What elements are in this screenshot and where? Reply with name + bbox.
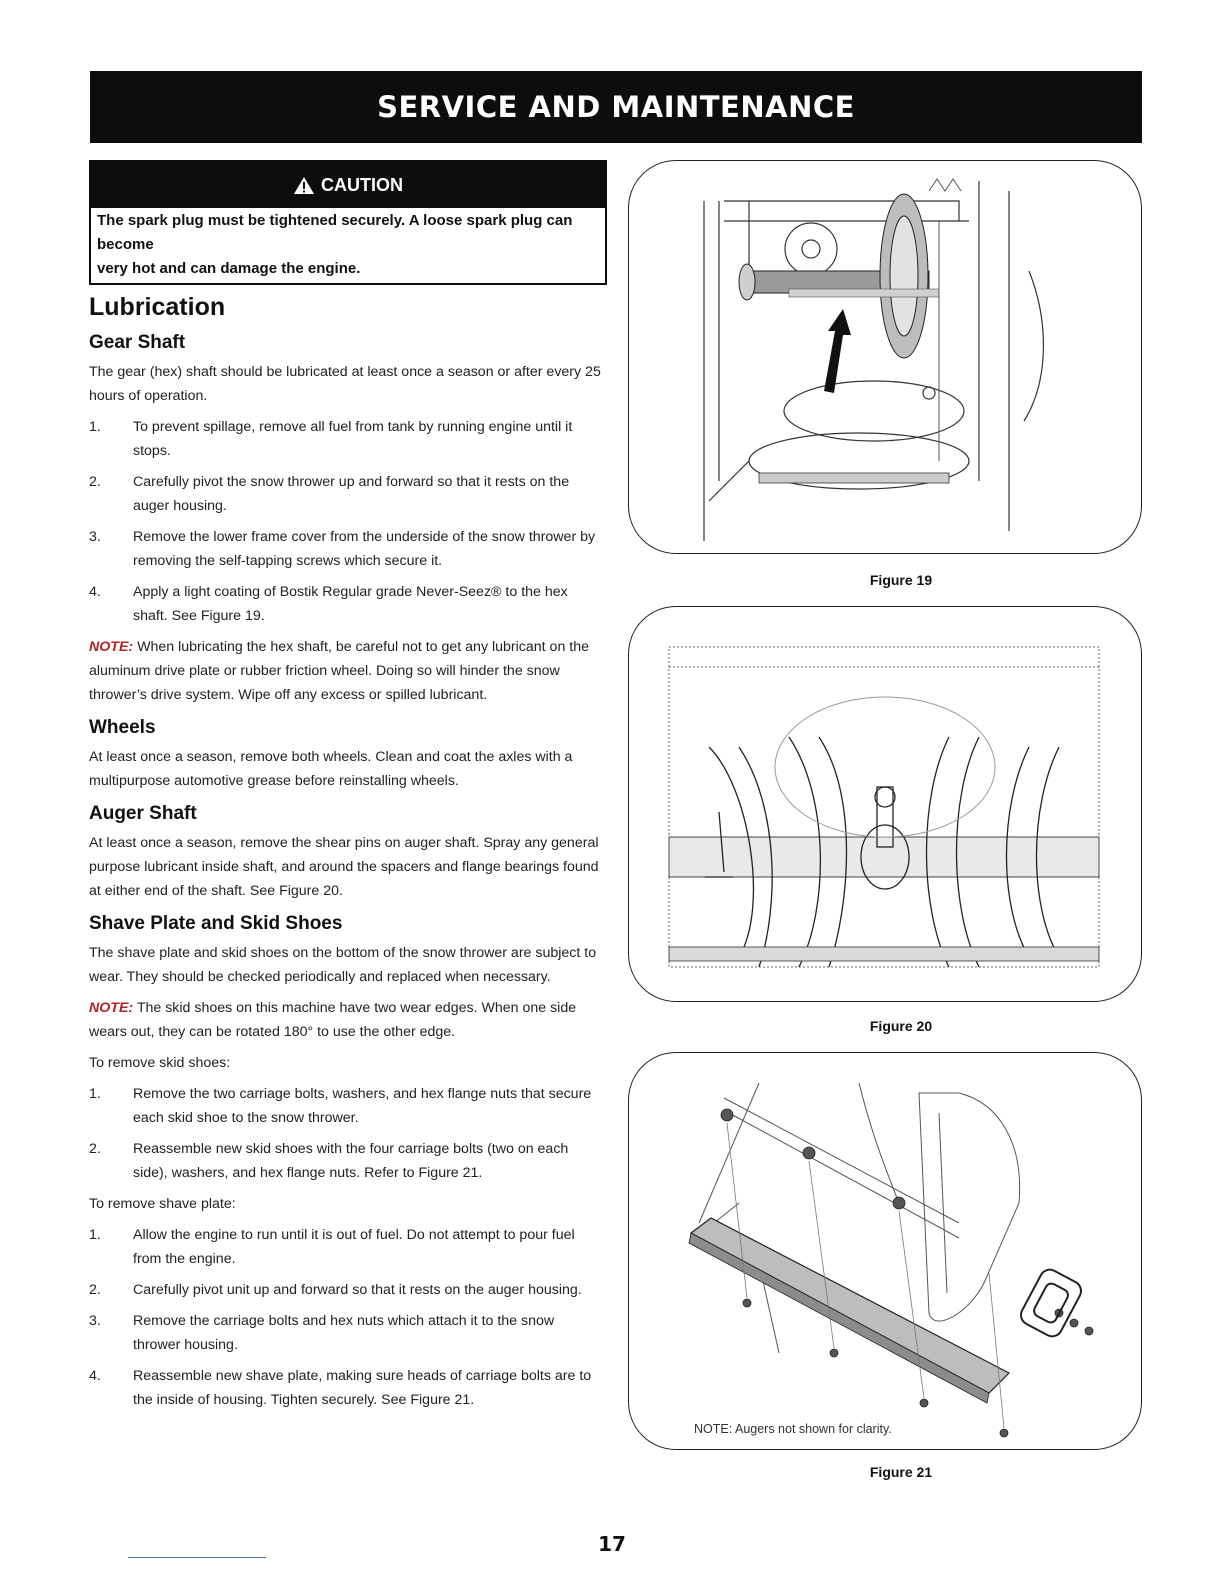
wheels-text: At least once a season, remove both wheels. Clean and coat the axles with a multipurpose automotive grease before reinstalling wheels.	[89, 749, 573, 789]
page-title: SERVICE AND MAINTENANCE	[377, 90, 855, 124]
list-item	[89, 1082, 605, 1130]
figure-19-frame	[628, 160, 1142, 554]
step-text: Apply a light coating of Bostik Regular grade Never-Seez® to the hex shaft. See Figure 19.	[133, 584, 568, 624]
list-item	[89, 580, 605, 628]
step-text: Remove the carriage bolts and hex nuts which attach it to the snow thrower housing.	[133, 1313, 555, 1353]
step-number: 4.	[89, 584, 101, 600]
step-number: 1.	[89, 419, 101, 435]
figure-20-caption: Figure 20	[869, 1018, 933, 1034]
shave-plate-heading: Shave Plate and Skid Shoes	[89, 913, 343, 934]
auger-shaft-illustration	[629, 607, 1141, 1001]
step-text: Carefully pivot the snow thrower up and forward so that it rests on the auger housing.	[133, 474, 570, 514]
step-text: Remove the lower frame cover from the underside of the snow thrower by removing the self-tapping screws which secure it.	[133, 529, 596, 569]
caution-label: CAUTION	[321, 174, 403, 195]
list-item	[89, 415, 605, 463]
skid-shoes-subheading: To remove skid shoes:	[89, 1055, 231, 1071]
figure-19-caption: Figure 19	[869, 572, 933, 588]
list-item	[89, 1364, 605, 1412]
step-text: Reassemble new skid shoes with the four carriage bolts (two on each side), washers, and hex flange nuts. Refer to Figure 21.	[133, 1141, 569, 1181]
figure-20-frame	[628, 606, 1142, 1002]
note-text: When lubricating the hex shaft, be careful not to get any lubricant on the aluminum drive plate or rubber friction wheel. Doing so will hinder the snow thrower’s drive system. Wipe off any excess or spilled lubricant.	[89, 639, 589, 703]
caution-box	[89, 160, 607, 285]
step-number: 4.	[89, 1368, 101, 1384]
list-item	[89, 1278, 605, 1302]
footer-rule	[128, 1557, 266, 1558]
step-text: Allow the engine to run until it is out of fuel. Do not attempt to pour fuel from the engine.	[133, 1227, 575, 1267]
shave-plate-illustration	[629, 1053, 1141, 1449]
list-item	[89, 1223, 605, 1271]
page-number: 17	[598, 1532, 626, 1556]
auger-shaft-heading: Auger Shaft	[89, 803, 197, 824]
list-item	[89, 525, 605, 573]
note-text: The skid shoes on this machine have two wear edges. When one side wears out, they can be rotated 180° to use the other edge.	[89, 1000, 577, 1040]
gear-shaft-illustration	[629, 161, 1141, 553]
step-number: 2.	[89, 474, 101, 490]
step-number: 1.	[89, 1086, 101, 1102]
gear-shaft-steps	[89, 415, 605, 628]
figure-21	[628, 1052, 1142, 1492]
figure-21-frame	[628, 1052, 1142, 1450]
step-text: Carefully pivot unit up and forward so that it rests on the auger housing.	[133, 1282, 582, 1298]
list-item	[89, 1137, 605, 1185]
step-text: Reassemble new shave plate, making sure heads of carriage bolts are to the inside of housing. Tighten securely. See Figure 21.	[133, 1368, 592, 1408]
step-number: 2.	[89, 1141, 101, 1157]
figure-20	[628, 606, 1142, 1038]
lubrication-heading: Lubrication	[89, 293, 226, 321]
shave-plate-subheading: To remove shave plate:	[89, 1196, 236, 1212]
caution-header	[91, 162, 605, 208]
shave-plate-note	[89, 996, 605, 1044]
caution-text-line: very hot and can damage the engine.	[97, 260, 361, 277]
shave-plate-intro: The shave plate and skid shoes on the bottom of the snow thrower are subject to wear. They should be checked periodically and replaced when necessary.	[89, 945, 597, 985]
step-number: 3.	[89, 1313, 101, 1329]
note-label: NOTE:	[89, 639, 134, 655]
wheels-heading: Wheels	[89, 717, 156, 738]
step-text: Remove the two carriage bolts, washers, and hex flange nuts that secure each skid shoe to the snow thrower.	[133, 1086, 592, 1126]
gear-shaft-intro: The gear (hex) shaft should be lubricated at least once a season or after every 25 hours of operation.	[89, 364, 601, 404]
gear-shaft-heading: Gear Shaft	[89, 332, 186, 353]
warning-triangle-icon	[293, 176, 315, 195]
gear-shaft-note	[89, 635, 605, 707]
list-item	[89, 1309, 605, 1357]
note-label: NOTE:	[89, 1000, 134, 1016]
caution-text-line: The spark plug must be tightened securely. A loose spark plug can become	[97, 212, 573, 253]
shave-plate-steps	[89, 1223, 605, 1412]
step-number: 2.	[89, 1282, 101, 1298]
page-header-bar	[90, 71, 1142, 143]
step-text: To prevent spillage, remove all fuel from tank by running engine until it stops.	[133, 419, 573, 459]
step-number: 3.	[89, 529, 101, 545]
list-item	[89, 470, 605, 518]
figure-21-note: NOTE: Augers not shown for clarity.	[694, 1422, 892, 1436]
caution-text	[91, 208, 605, 283]
figure-19	[628, 160, 1142, 590]
figure-21-caption: Figure 21	[869, 1464, 933, 1480]
skid-shoe-steps	[89, 1082, 605, 1185]
step-number: 1.	[89, 1227, 101, 1243]
left-column	[89, 160, 605, 1419]
auger-shaft-text: At least once a season, remove the shear pins on auger shaft. Spray any general purpose lubricant inside shaft, and around the spacers and flange bearings found at either end of the shaft. See Figure 20.	[89, 835, 599, 899]
